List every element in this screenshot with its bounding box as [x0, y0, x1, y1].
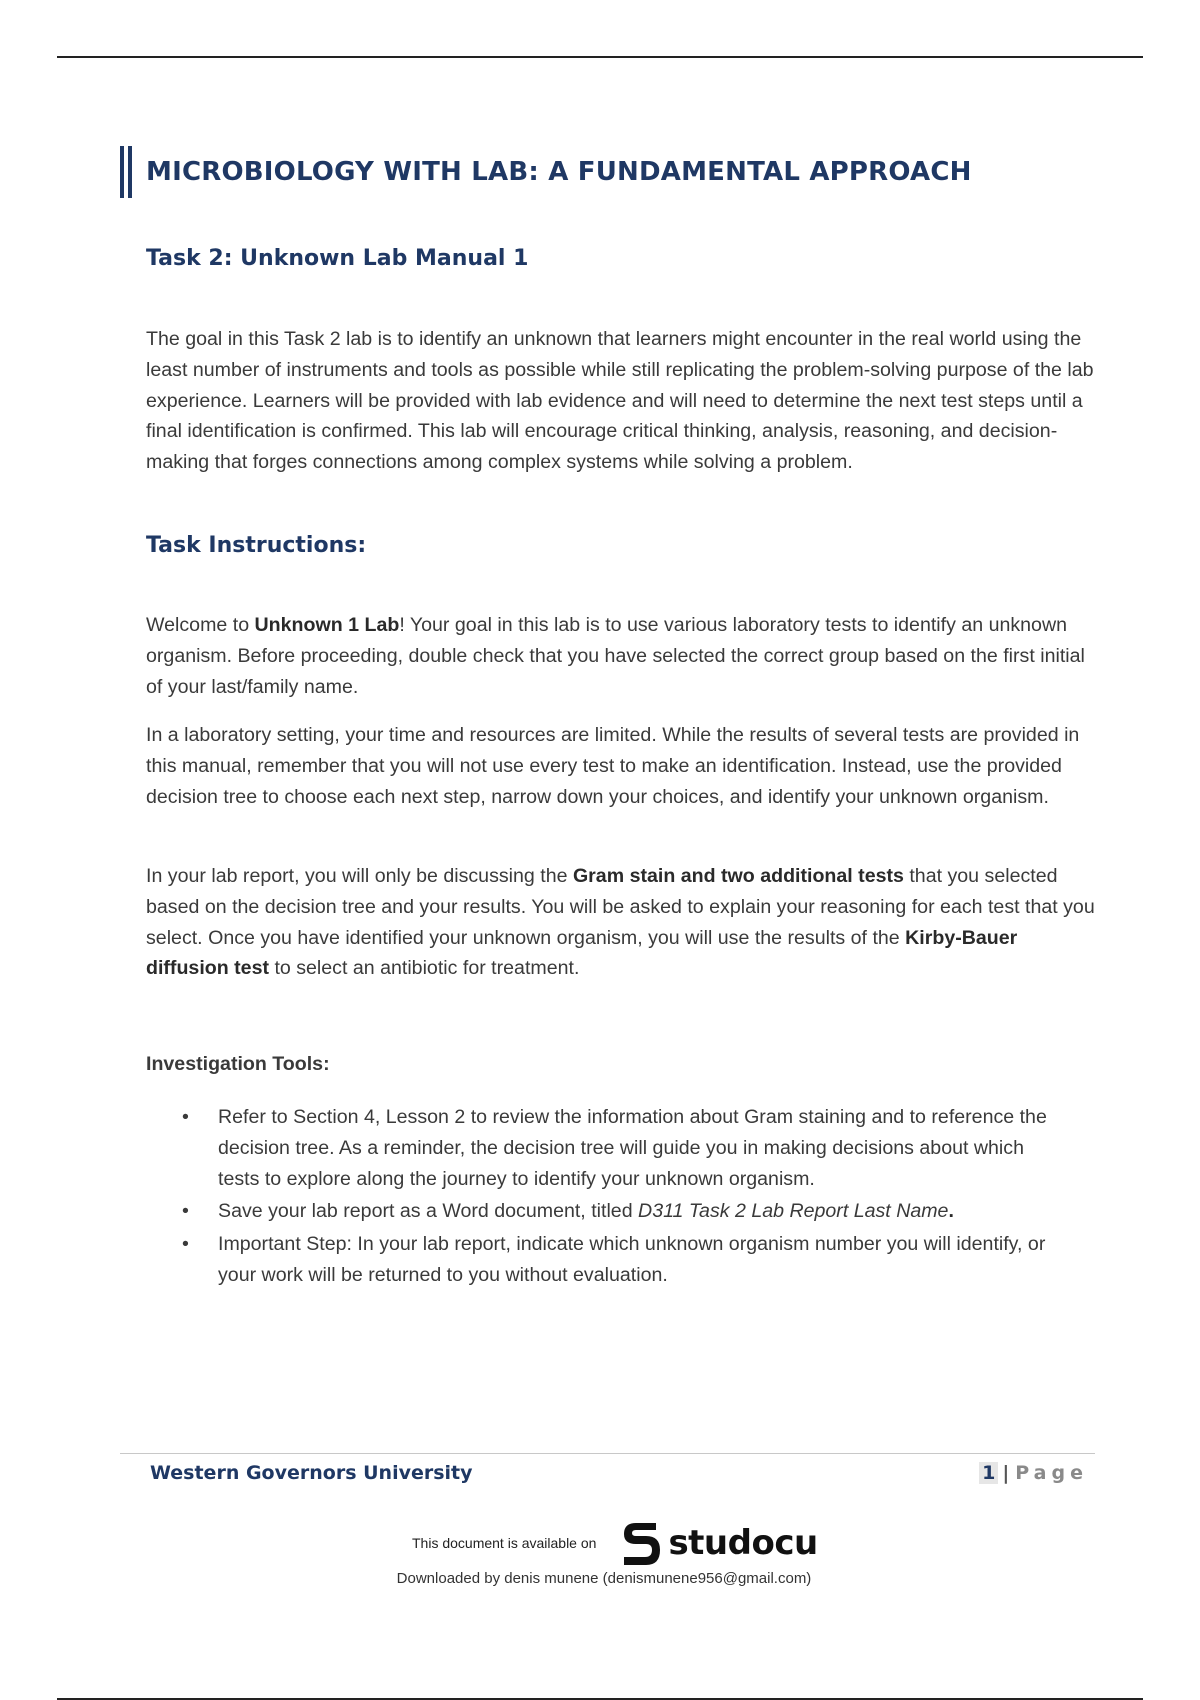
studocu-s-icon: [618, 1517, 664, 1569]
title-accent-bar: [128, 146, 132, 198]
tool-text: Refer to Section 4, Lesson 2 to review the information about Gram staining and to reference the decision tree. As a reminder, the decision tree will guide you in making decisions about which tests to explore along the journey to identify your unknown organism.: [218, 1106, 1047, 1190]
welcome-post: ! Your goal in this lab is to use various laboratory tests to identify an unknown organism. Before proceeding, double check that you have selected the correct group based on the first initial of your last/family name.: [146, 614, 1085, 698]
title-accent-bar: [120, 146, 124, 198]
footer-page-indicator: [979, 1462, 1088, 1484]
page-word: Page: [1015, 1462, 1088, 1484]
footer-institution: Western Governors University: [150, 1462, 473, 1484]
investigation-tools-list: [146, 1102, 1066, 1291]
report-post: to select an antibiotic for treatment.: [269, 957, 580, 980]
page-number: 1: [979, 1462, 998, 1484]
list-item: [146, 1102, 1066, 1194]
title-accent-bars: [120, 146, 132, 198]
top-rule: [57, 56, 1143, 58]
report-pre: In your lab report, you will only be discussing the: [146, 865, 573, 887]
lab-report-paragraph: [146, 861, 1096, 984]
welcome-pre: Welcome to: [146, 614, 255, 636]
studocu-logo[interactable]: [618, 1517, 817, 1569]
page-separator: |: [1002, 1462, 1010, 1484]
report-mid: that you selected based on the decision tree and your results. You will be asked to explain your reasoning for each test that you select. Once you have identified your unknown organism, you will use the results of the: [146, 865, 1095, 949]
instructions-heading: Task Instructions:: [146, 533, 367, 558]
tool-italic-filename: D311 Task 2 Lab Report Last Name: [638, 1200, 949, 1223]
report-bold-kirby: Kirby-Bauer diffusion test: [146, 926, 1018, 980]
welcome-paragraph: [146, 610, 1096, 702]
investigation-tools-label: Investigation Tools:: [146, 1053, 330, 1075]
studocu-wordmark: studocu: [668, 1523, 818, 1563]
list-item: [146, 1229, 1066, 1291]
studocu-banner: [412, 1515, 818, 1571]
report-bold-tests: Gram stain and two additional tests: [572, 865, 904, 887]
list-item: [146, 1196, 1066, 1227]
download-note: Downloaded by denis munene (denismunene956@gmail.com): [396, 1570, 812, 1587]
document-title-block: [120, 146, 972, 198]
tool-post: .: [948, 1200, 954, 1223]
tool-text: Important Step: In your lab report, indicate which unknown organism number you will identify, or your work will be returned to you without evaluation.: [218, 1233, 1046, 1286]
document-title: MICROBIOLOGY WITH LAB: A FUNDAMENTAL APPROACH: [146, 157, 972, 187]
task-heading: Task 2: Unknown Lab Manual 1: [146, 246, 529, 271]
available-on-text: This document is available on: [412, 1535, 597, 1551]
tool-pre: Save your lab report as a Word document, titled: [218, 1200, 639, 1223]
welcome-bold: Unknown 1 Lab: [254, 614, 400, 636]
lab-setting-paragraph: In a laboratory setting, your time and resources are limited. While the results of several tests are provided in this manual, remember that you will not use every test to make an identification. Instead, use the provided decision tree to choose each next step, narrow down your choices, and identify your unknown organism.: [146, 724, 1080, 808]
footer-rule: [120, 1453, 1095, 1454]
goal-paragraph: The goal in this Task 2 lab is to identify an unknown that learners might encounter in the real world using the least number of instruments and tools as possible while still replicating the problem-solving purpose of the lab experience. Learners will be provided with lab evidence and will need to determine the next test steps until a final identification is confirmed. This lab will encourage critical thinking, analysis, reasoning, and decision-making that forges connections among complex systems while solving a problem.: [146, 328, 1094, 474]
